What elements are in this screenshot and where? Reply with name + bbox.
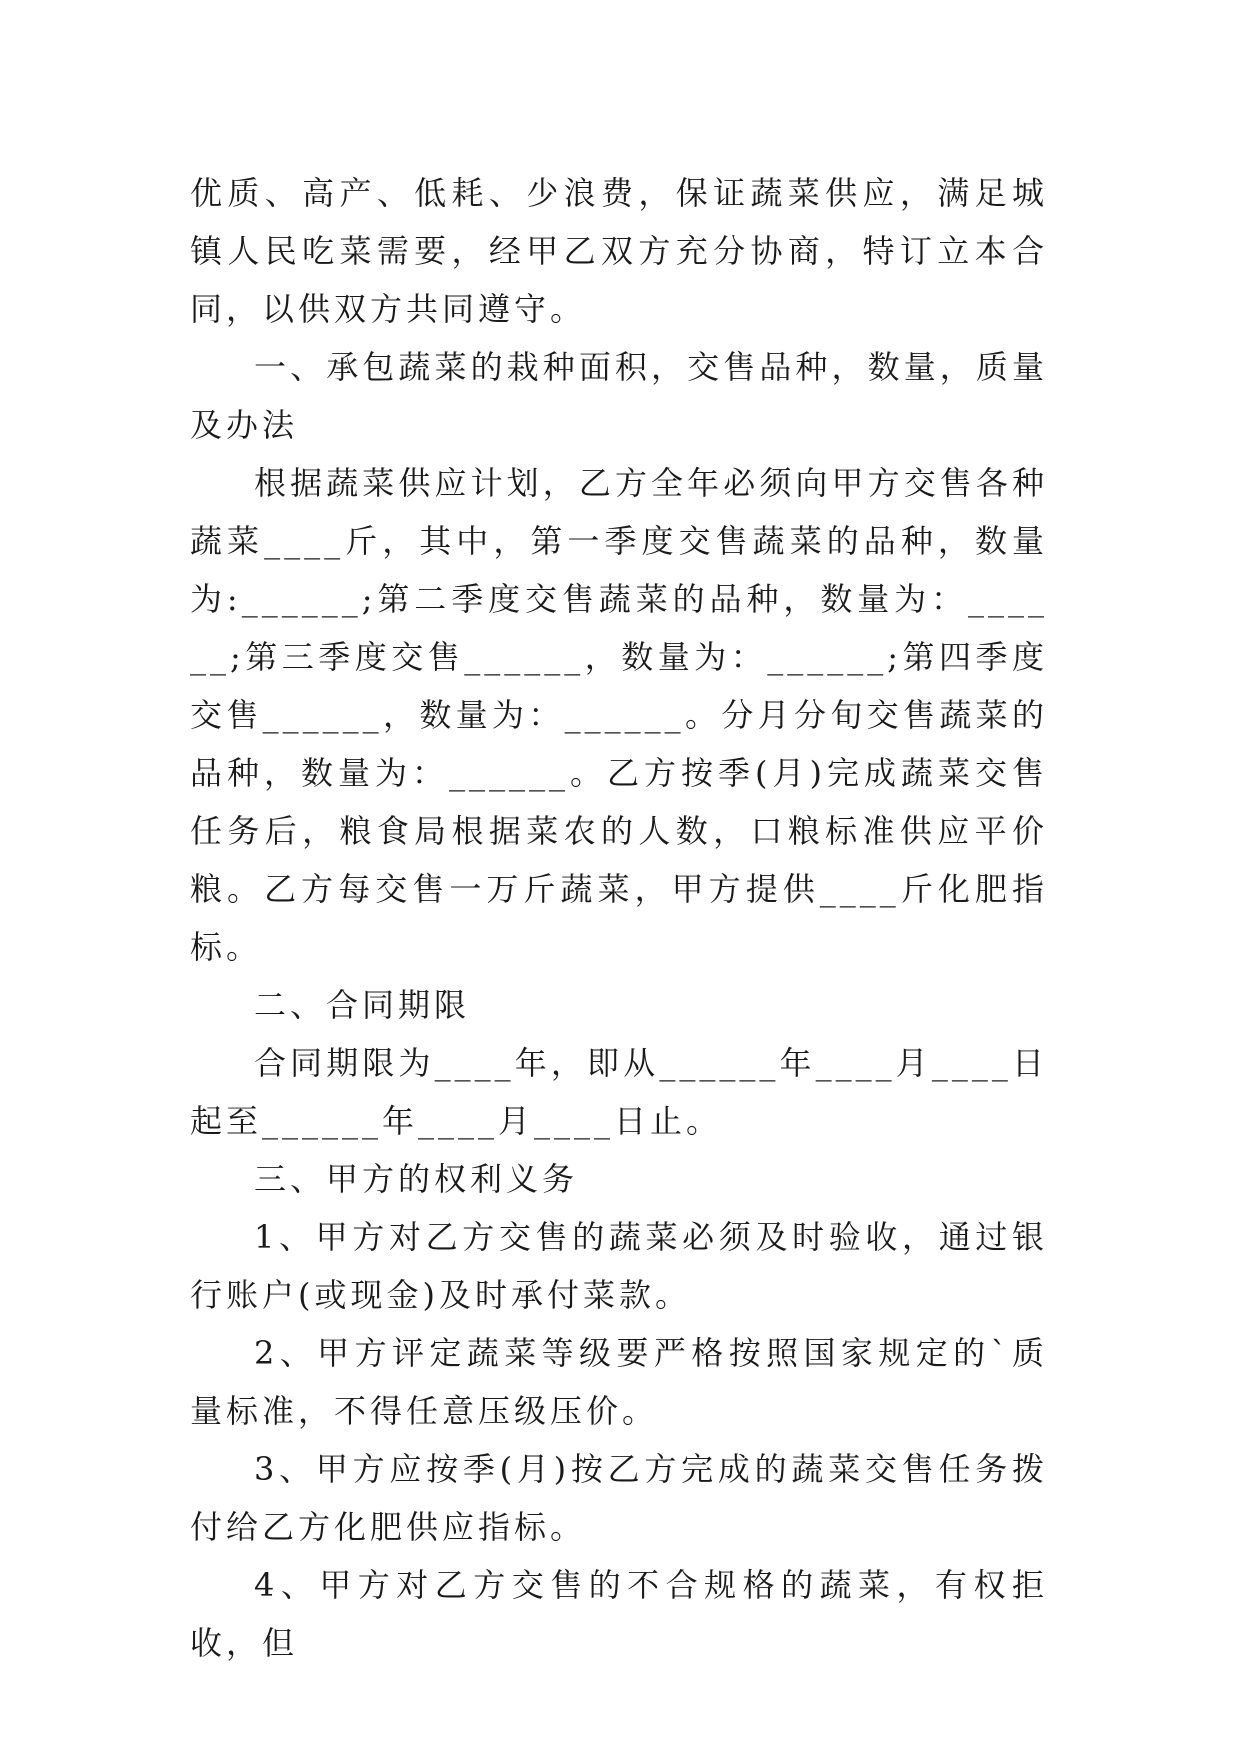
document-body (190, 164, 1048, 1672)
section-heading-3: 三、甲方的权利义务 (254, 1160, 579, 1198)
clause-3-3: 3、甲方应按季(月)按乙方完成的蔬菜交售任务拨付给乙方化肥供应指标。 (190, 1450, 1048, 1546)
paragraph-intro: 优质、高产、低耗、少浪费，保证蔬菜供应，满足城镇人民吃菜需要，经甲乙双方充分协商，特订立本合同，以供双方共同遵守。 (190, 174, 1048, 328)
clause-3-4: 4、甲方对乙方交售的不合规格的蔬菜，有权拒收，但 (190, 1566, 1048, 1662)
section-heading-2: 二、合同期限 (254, 986, 471, 1024)
section-heading-1: 一、承包蔬菜的栽种面积，交售品种，数量，质量及办法 (190, 348, 1048, 444)
paragraph-contract-term: 合同期限为____年，即从______年____月____日起至______年____月____日止。 (190, 1044, 1048, 1140)
paragraph-supply-plan: 根据蔬菜供应计划，乙方全年必须向甲方交售各种蔬菜____斤，其中，第一季度交售蔬菜的品种，数量为:______;第二季度交售蔬菜的品种，数量为：______;第三季度交售______，数量为：______;第四季度交售______，数量为：______。分月分旬交售蔬菜的品种，数量为：______。乙方按季(月)完成蔬菜交售任务后，粮食局根据菜农的人数，口粮标准供应平价粮。乙方每交售一万斤蔬菜，甲方提供____斤化肥指标。 (190, 464, 1048, 966)
clause-3-1: 1、甲方对乙方交售的蔬菜必须及时验收，通过银行账户(或现金)及时承付菜款。 (190, 1218, 1048, 1314)
clause-3-2: 2、甲方评定蔬菜等级要严格按照国家规定的`质量标准，不得任意压级压价。 (190, 1334, 1048, 1430)
